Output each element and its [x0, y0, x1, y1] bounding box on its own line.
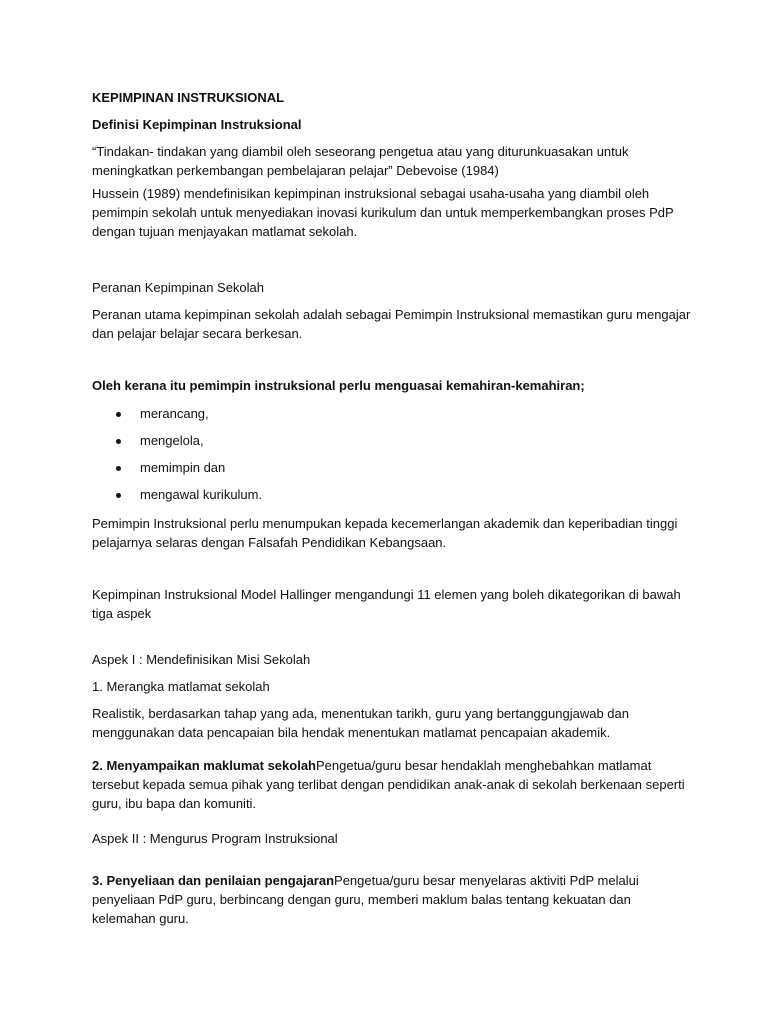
item3-text: Pengetua/guru besar menyelaras aktiviti PdP melalui penyeliaan PdP guru, berbincang dengan guru, memberi maklum balas tentang kekuatan dan kelemahan guru.: [92, 873, 639, 926]
bullet-icon: [116, 493, 121, 498]
skills-intro: Oleh kerana itu pemimpin instruksional perlu menguasai kemahiran-kemahiran;: [92, 378, 585, 393]
item2-text: Pengetua/guru besar hendaklah menghebahkan matlamat tersebut kepada semua pihak yang terlibat dengan pendidikan anak-anak di sekolah berkenaan seperti guru, ibu bapa dan komuniti.: [92, 758, 685, 811]
role-paragraph: Peranan utama kepimpinan sekolah adalah sebagai Pemimpin Instruksional memastikan guru mengajar dan pelajar belajar secara berkesan.: [92, 307, 691, 341]
item3-paragraph: [92, 871, 692, 928]
bullet-icon: [116, 412, 121, 417]
list-item: [92, 458, 262, 485]
item1-paragraph: Realistik, berdasarkan tahap yang ada, menentukan tarikh, guru yang bertanggungjawab dan menggunakan data pencapaian bila hendak menentukan matlamat pencapaian akademik.: [92, 706, 629, 740]
skills-list: [92, 404, 262, 512]
skill-text: merancang,: [140, 406, 209, 421]
role-heading: Peranan Kepimpinan Sekolah: [92, 280, 265, 295]
skill-text: memimpin dan: [140, 460, 226, 475]
list-item: [92, 431, 262, 458]
quote-paragraph: “Tindakan- tindakan yang diambil oleh seseorang pengetua atau yang diturunkuasakan untuk meningkatkan perkembangan pembelajaran pelajar” Debevoise (1984): [92, 144, 629, 178]
item1-heading: 1. Merangka matlamat sekolah: [92, 679, 270, 694]
aspek1-heading: Aspek I : Mendefinisikan Misi Sekolah: [92, 652, 311, 667]
bullet-icon: [116, 439, 121, 444]
bullet-icon: [116, 466, 121, 471]
document-title: KEPIMPINAN INSTRUKSIONAL: [92, 90, 285, 105]
skill-text: mengelola,: [140, 433, 204, 448]
list-item: [92, 485, 262, 512]
item3-heading: 3. Penyeliaan dan penilaian pengajaran: [92, 873, 335, 888]
hussein-paragraph: Hussein (1989) mendefinisikan kepimpinan instruksional sebagai usaha-usaha yang diambil oleh pemimpin sekolah untuk menyediakan inovasi kurikulum dan untuk memperkembangkan proses PdP dengan tujuan menjayakan matlamat sekolah.: [92, 186, 674, 239]
focus-paragraph: Pemimpin Instruksional perlu menumpukan kepada kecemerlangan akademik dan keperibadian tinggi pelajarnya selaras dengan Falsafah Pendidikan Kebangsaan.: [92, 516, 678, 550]
item2-paragraph: [92, 756, 692, 813]
skill-text: mengawal kurikulum.: [140, 487, 263, 502]
definition-heading: Definisi Kepimpinan Instruksional: [92, 117, 302, 132]
list-item: [92, 404, 262, 431]
aspek2-heading: Aspek II : Mengurus Program Instruksional: [92, 831, 338, 846]
item2-heading: 2. Menyampaikan maklumat sekolah: [92, 758, 316, 773]
hallinger-paragraph: Kepimpinan Instruksional Model Hallinger mengandungi 11 elemen yang boleh dikategorikan di bawah tiga aspek: [92, 587, 681, 621]
